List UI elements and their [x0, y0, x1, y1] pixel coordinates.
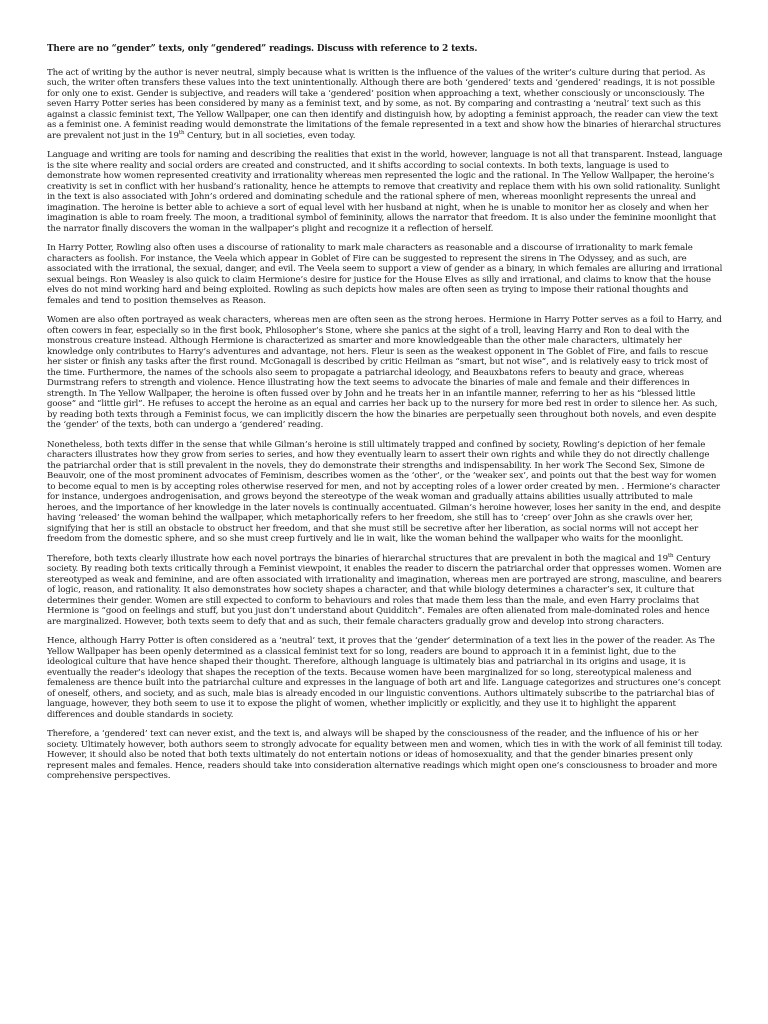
- essay-title: There are no “gender” texts, only “gendered” readings. Discuss with reference to 2 texts.: [47, 44, 478, 54]
- paragraph-6-text-b: Century society. By reading both texts critically through a Feminist viewpoint, it enables the reader to discern the patriarchal order that oppresses women. Women are stereotyped as weak and feminine, and are often associated with irrationality and imagination, whereas men are portrayed are strong, masculine, and bearers of logic, reason, and rationality. It also demonstrates how society shapes a character, and that while biology determines a character’s sex, it culture that determines their gender. Women are still expected to conform to behaviours and roles that made them less than the male, and even Harry proclaims that Hermione is “good on feelings and stuff, but you just don’t understand about Quidditch”. Females are often alienated from male-dominated roles and hence are marginalized. However, both texts seem to defy that and as such, their female characters gradually grow and develop into strong characters.: [47, 553, 722, 627]
- paragraph-3: In Harry Potter, Rowling also often uses a discourse of rationality to mark male characters as reasonable and a discourse of irrationality to mark female characters as foolish. For instance, the Veela which appear in Goblet of Fire can be suggested to represent the sirens in The Odyssey, and as such, are associated with the irrational, the sexual, danger, and evil. The Veela seem to support a view of gender as a binary, in which females are alluring and irrational sexual beings. Ron Weasley is also quick to claim Hermione’s desire for justice for the House Elves as silly and irrational, and claims to know that the house elves do not mind working hard and being exploited. Rowling as such depicts how males are often seen as trying to impose their rational thoughts and females and tend to position themselves as Reason.: [47, 243, 723, 306]
- paragraph-5: Nonetheless, both texts differ in the sense that while Gilman’s heroine is still ultimately trapped and confined by society, Rowling’s depiction of her female characters illustrates how they grow from series to series, and how they eventually learn to assert their own rights and while they do not directly challenge the patriarchal order that is still prevalent in the novels, they do demonstrate their strengths and indispensability. In her work The Second Sex, Simone de Beauvoir, one of the most prominent advocates of Feminism, describes women as the ‘other’, or the ‘weaker sex’, and points out that the best way for women to become equal to men is by accepting roles otherwise reserved for men, and not by accepting roles of a lower order created by men. . Hermione’s character for instance, undergoes androgenisation, and grows beyond the stereotype of the weak woman and gradually attains abilities usually attributed to male heroes, and the importance of her knowledge in the later novels is continually accentuated. Gilman’s heroine however, loses her sanity in the end, and despite having ‘released’ the woman behind the wallpaper, which metaphorically refers to her freedom, she still has to ‘creep’ over John as she crawls over her, signifying that her is still an obstacle to obstruct her freedom, and that she must still be secretive after her liberation, as social norms will not accept her freedom from the domestic sphere, and so she must creep furtively and lie in wait, like the woman behind the wallpaper who waits for the moonlight.: [47, 439, 721, 544]
- paragraph-6: [47, 554, 723, 628]
- paragraph-6-superscript: th: [667, 552, 674, 559]
- paragraph-4: Women are also often portrayed as weak characters, whereas men are often seen as the strong heroes. Hermione in Harry Potter serves as a foil to Harry, and often cowers in fear, especially so in the first book, Philosopher’s Stone, where she panics at the sight of a troll, leaving Harry and Ron to deal with the monstrous creature instead. Although Hermione is characterized as smarter and more knowledgeable than the other male characters, ultimately her knowledge only contributes to Harry’s adventures and advantage, not hers. Fleur is seen as the weakest opponent in The Goblet of Fire, and fails to rescue her sister or finish any tasks after the first round. McGonagall is described by critic Heilman as “smart, but not wise”, and is relatively easy to trick most of the time. Furthermore, the names of the schools also seem to propagate a patriarchal ideology, and Beauxbatons refers to beauty and grace, whereas Durmstrang refers to strength and violence. Hence illustrating how the text seems to advocate the binaries of male and female and their differences in strength. In The Yellow Wallpaper, the heroine is often fussed over by John and he treats her in an infantile manner, referring to her as his “blessed little goose” and “little girl”. He refuses to accept the heroine as an equal and carries her back up to the nursery for more bed rest in order to silence her. As such, by reading both texts through a Feminist focus, we can implicitly discern the how the binaries are perpetually seen throughout both novels, and even despite the ‘gender’ of the texts, both can undergo a ‘gendered’ reading.: [47, 315, 722, 430]
- paragraph-7: Hence, although Harry Potter is often considered as a ‘neutral’ text, it proves that the ‘gender’ determination of a text lies in the power of the reader. As The Yellow Wallpaper has been openly determined as a classical feminist text for so long, readers are bound to approach it in a feminist light, due to the ideological culture that have hence shaped their thought. Therefore, although language is ultimately bias and patriarchal in its origins and usage, it is eventually the reader’s ideology that shapes the reception of the texts. Because women have been marginalized for so long, stereotypical maleness and femaleness are thence built into the patriarchal culture and expresses in the language of both art and life. Language categorizes and structures one’s concept of oneself, others, and society, and as such, male bias is already encoded in our linguistic conventions. Authors ultimately subscribe to the patriarchal bias of language, however, they both seem to use it to expose the plight of women, whether implicitly or explicitly, and they use it to highlight the apparent differences and double standards in society.: [47, 636, 721, 720]
- paragraph-1-text-a: The act of writing by the author is never neutral, simply because what is written is the influence of the values of the writer’s culture during that period. As such, the writer often transfers these values into the text unintentionally. Although there are both ‘gendered’ texts and ‘gendered’ readings, it is not possible for only one to exist. Gender is subjective, and readers will take a ‘gendered’ position when approaching a text, whether consciously or unconsciously. The seven Harry Potter series has been considered by many as a feminist text, and by some, as not. By comparing and contrasting a ‘neutral’ text such as this against a classic feminist text, The Yellow Wallpaper, one can then identify and distinguish how, by adopting a feminist approach, the reader can view the text as a feminist one. A feminist reading would demonstrate the limitations of the female represented in a text and show how the binaries of hierarchal structures are prevalent not just in the 19: [47, 67, 721, 141]
- paragraph-1: [47, 68, 723, 142]
- paragraph-1-superscript: th: [178, 129, 185, 136]
- paragraph-1-text-b: Century, but in all societies, even today.: [184, 130, 356, 141]
- paragraph-8: Therefore, a ‘gendered’ text can never exist, and the text is, and always will be shaped by the consciousness of the reader, and the influence of his or her society. Ultimately however, both authors seem to strongly advocate for equality between men and women, which ties in with the work of all feminist till today. However, it should also be noted that both texts ultimately do not entertain notions or ideas of homosexuality, and that the gender binaries present only represent males and females. Hence, readers should take into consideration alternative readings which might open one’s consciousness to broader and more comprehensive perspectives.: [47, 729, 723, 781]
- paragraph-6-text-a: Therefore, both texts clearly illustrate how each novel portrays the binaries of hierarchal structures that are prevalent in both the magical and 19: [47, 553, 668, 564]
- document-body: [47, 44, 723, 791]
- paragraph-2: Language and writing are tools for naming and describing the realities that exist in the world, however, language is not all that transparent. Instead, language is the site where reality and social orders are created and constructed, and it shifts according to social contexts. In both texts, language is used to demonstrate how women represented creativity and irrationality whereas men represented the logic and the rational. In The Yellow Wallpaper, the heroine’s creativity is set in conflict with her husband’s rationality, hence he attempts to remove that creativity and replace them with his own solid rationality. Sunlight in the text is also associated with John’s ordered and dominating schedule and the rational sphere of men, whereas moonlight represents the unreal and imagination. The heroine is better able to achieve a sort of equal level with her husband at night, when he is unable to monitor her as closely and when her imagination is able to roam freely. The moon, a traditional symbol of femininity, allows the narrator that freedom. It is also under the feminine moonlight that the narrator finally discovers the woman in the wallpaper’s plight and recognize it a reflection of herself.: [47, 150, 723, 234]
